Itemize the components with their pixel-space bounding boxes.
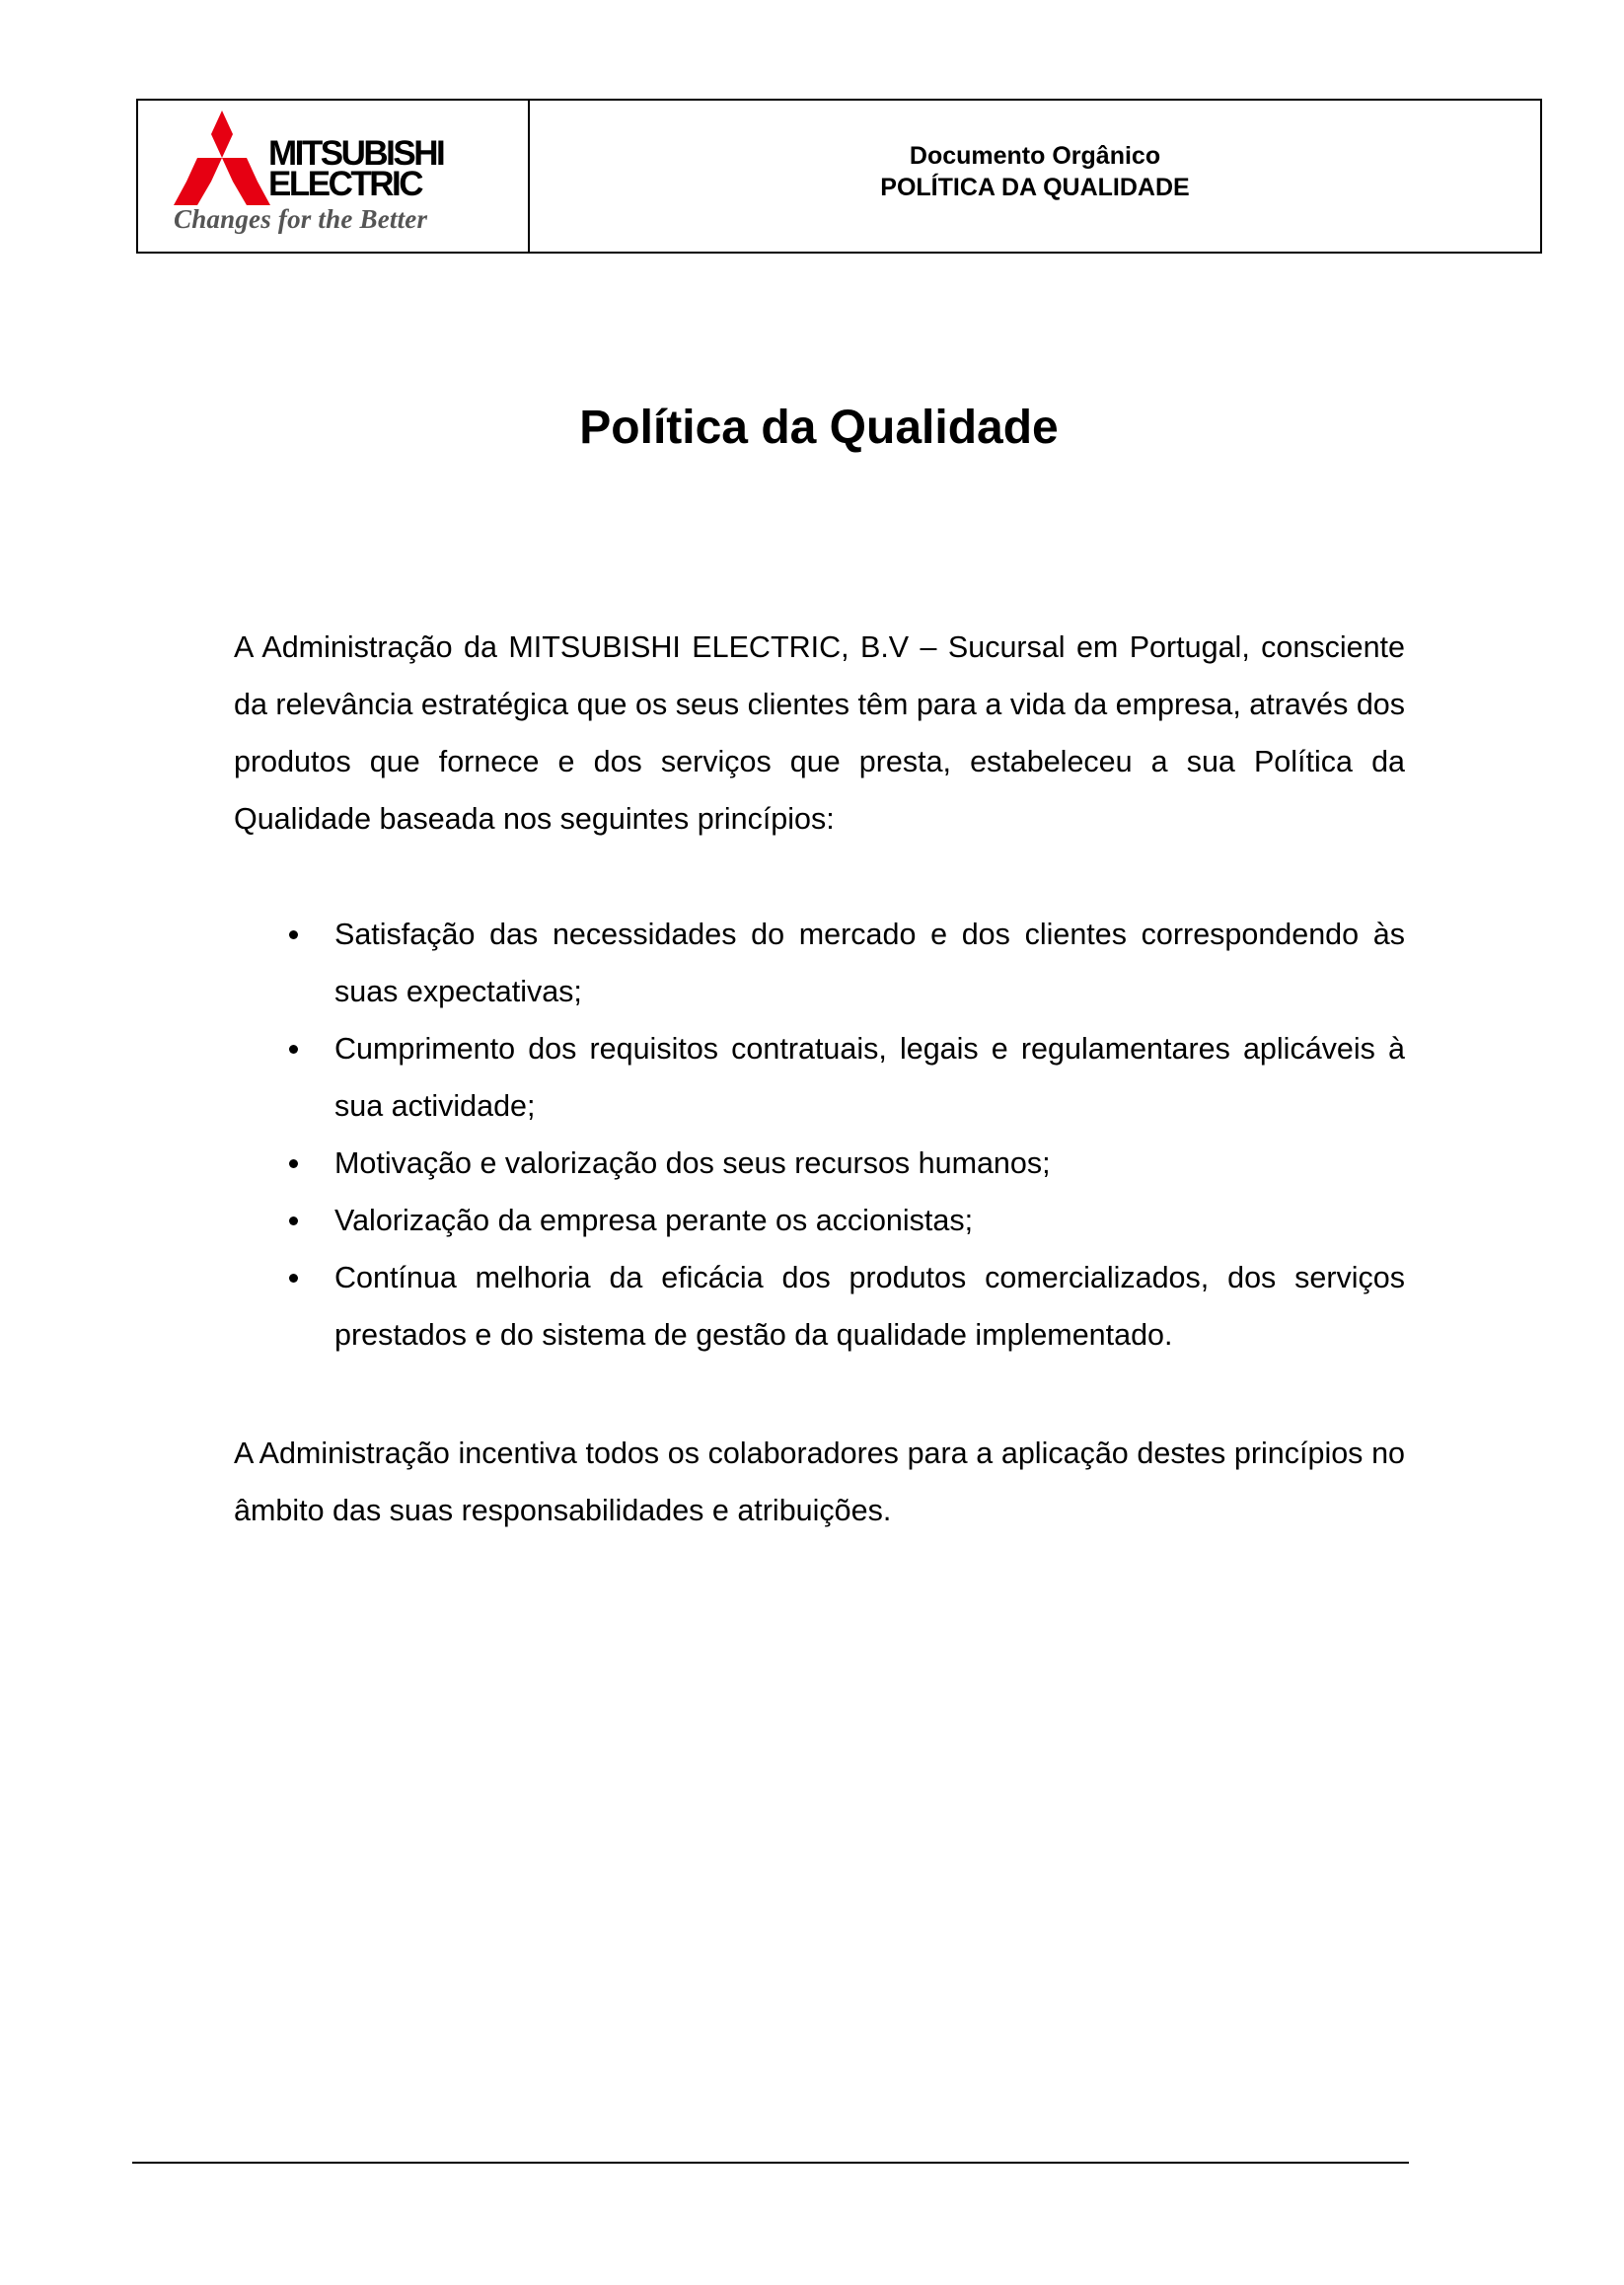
header-title-cell <box>530 101 1540 252</box>
list-item <box>234 1020 1405 1135</box>
document-header <box>136 99 1542 254</box>
list-item-text: Cumprimento dos requisitos contratuais, legais e regulamentares aplicáveis à sua actividade; <box>334 1032 1405 1123</box>
bullet-icon <box>289 1159 298 1168</box>
intro-paragraph: A Administração da MITSUBISHI ELECTRIC, B.V – Sucursal em Portugal, consciente da relevância estratégica que os seus clientes têm para a vida da empresa, através dos produtos que fornece e dos serviços que presta, estabeleceu a sua Política da Qualidade baseada nos seguintes princípios: <box>234 630 1405 836</box>
list-item <box>234 1192 1405 1249</box>
bullet-icon <box>289 930 298 939</box>
page-title: Política da Qualidade <box>579 402 1059 454</box>
list-item-text: Valorização da empresa perante os accionistas; <box>334 1204 974 1237</box>
document-type: Documento Orgânico <box>909 142 1161 170</box>
closing-paragraph: A Administração incentiva todos os colaboradores para a aplicação destes princípios no âmbito das suas responsabilidades e atribuições. <box>234 1437 1405 1527</box>
list-item <box>234 906 1405 1020</box>
bullet-icon <box>289 1274 298 1283</box>
list-item <box>234 1135 1405 1192</box>
footer-divider <box>132 2162 1409 2164</box>
logo-brand-line1: MITSUBISHI <box>268 134 444 173</box>
list-item-text: Contínua melhoria da eficácia dos produtos comercializados, dos serviços prestados e do sistema de gestão da qualidade implementado. <box>334 1261 1405 1352</box>
document-name: POLÍTICA DA QUALIDADE <box>880 174 1190 201</box>
principles-list <box>234 906 1405 1364</box>
bullet-icon <box>289 1216 298 1225</box>
list-item-text: Motivação e valorização dos seus recursos humanos; <box>334 1146 1051 1180</box>
logo-tagline: Changes for the Better <box>174 204 428 234</box>
bullet-icon <box>289 1045 298 1054</box>
company-logo <box>138 101 530 252</box>
list-item <box>234 1249 1405 1364</box>
list-item-text: Satisfação das necessidades do mercado e dos clientes correspondendo às suas expectativas; <box>334 918 1405 1008</box>
three-diamonds-logo-icon <box>174 111 270 205</box>
logo-brand-line2: ELECTRIC <box>268 165 421 203</box>
